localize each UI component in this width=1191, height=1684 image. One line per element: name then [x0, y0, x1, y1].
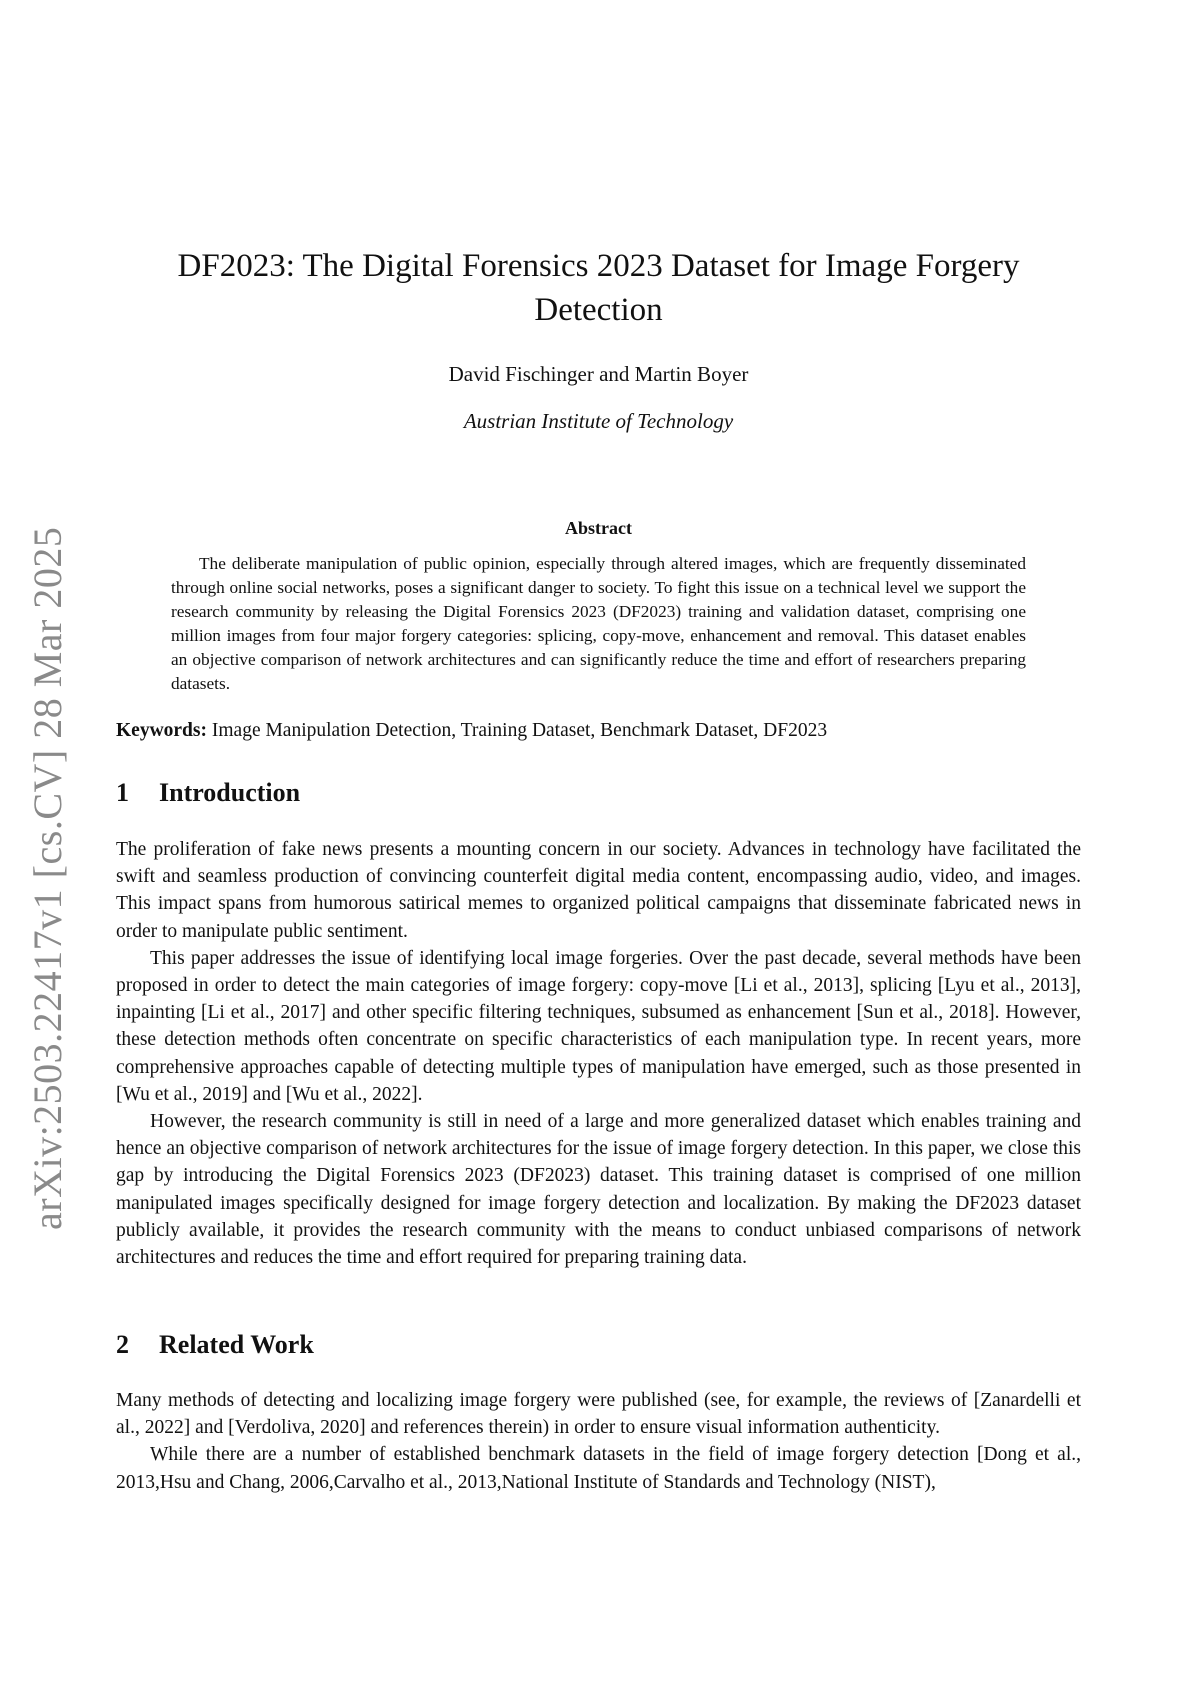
section-number: 1: [116, 778, 129, 807]
section-heading-related-work: [116, 1330, 314, 1360]
keywords-list: Image Manipulation Detection, Training Dataset, Benchmark Dataset, DF2023: [207, 720, 828, 741]
section-title: Introduction: [159, 778, 301, 807]
paper-title: DF2023: The Digital Forensics 2023 Dataset for Image Forgery Detection: [177, 248, 1020, 328]
section-heading-introduction: [116, 778, 300, 808]
paper-authors: David Fischinger and Martin Boyer: [448, 362, 749, 386]
paper-affiliation: Austrian Institute of Technology: [463, 409, 734, 433]
paragraph: Many methods of detecting and localizing image forgery were published (see, for example, the reviews of [Zanardelli et al., 2022] and [Verdoliva, 2020] and references therein) in order to ensure visual information authenticity.: [116, 1390, 1081, 1439]
keywords-line: [116, 717, 1081, 744]
paragraph: The proliferation of fake news presents a mounting concern in our society. Advances in technology have facilitated the swift and seamless production of convincing counterfeit digital media content, encompassing audio, video, and images. This impact spans from humorous satirical memes to organized political campaigns that disseminate fabricated news in order to manipulate public sentiment.: [116, 839, 1081, 942]
abstract-heading: Abstract: [565, 518, 632, 538]
arxiv-identifier-stamp: arXiv:2503.22417v1 [cs.CV] 28 Mar 2025: [25, 526, 70, 1230]
keywords-label: Keywords:: [116, 720, 207, 741]
paragraph: However, the research community is still in need of a large and more generalized dataset which enables training and hence an objective comparison of network architectures for the issue of image forgery detection. In this paper, we close this gap by introducing the Digital Forensics 2023 (DF2023) dataset. This training dataset is comprised of one million manipulated images specifically designed for image forgery detection and localization. By making the DF2023 dataset publicly available, it provides the research community with the means to conduct unbiased comparisons of network architectures and reduces the time and effort required for preparing training data.: [116, 1111, 1081, 1269]
abstract-text: The deliberate manipulation of public opinion, especially through altered images, which are frequently disseminated through online social networks, poses a significant danger to society. To fight this issue on a technical level we support the research community by releasing the Digital Forensics 2023 (DF2023) training and validation dataset, comprising one million images from four major forgery categories: splicing, copy-move, enhancement and removal. This dataset enables an objective comparison of network architectures and can significantly reduce the time and effort of researchers preparing datasets.: [171, 554, 1026, 693]
section-title: Related Work: [159, 1330, 314, 1359]
introduction-body: [116, 836, 1081, 1271]
paragraph: While there are a number of established benchmark datasets in the field of image forgery detection [Dong et al., 2013,Hsu and Chang, 2006,Carvalho et al., 2013,National Institute of Standards and Technology (NIST),: [116, 1444, 1081, 1493]
related-work-body: [116, 1387, 1081, 1496]
section-number: 2: [116, 1330, 129, 1359]
paragraph: This paper addresses the issue of identifying local image forgeries. Over the past decade, several methods have been proposed in order to detect the main categories of image forgery: copy-move [Li et al., 2013], splicing [Lyu et al., 2013], inpainting [Li et al., 2017] and other specific filtering techniques, subsumed as enhancement [Sun et al., 2018]. However, these detection methods often concentrate on specific characteristics of each manipulation type. In recent years, more comprehensive approaches capable of detecting multiple types of manipulation have emerged, such as those presented in [Wu et al., 2019] and [Wu et al., 2022].: [116, 947, 1081, 1105]
